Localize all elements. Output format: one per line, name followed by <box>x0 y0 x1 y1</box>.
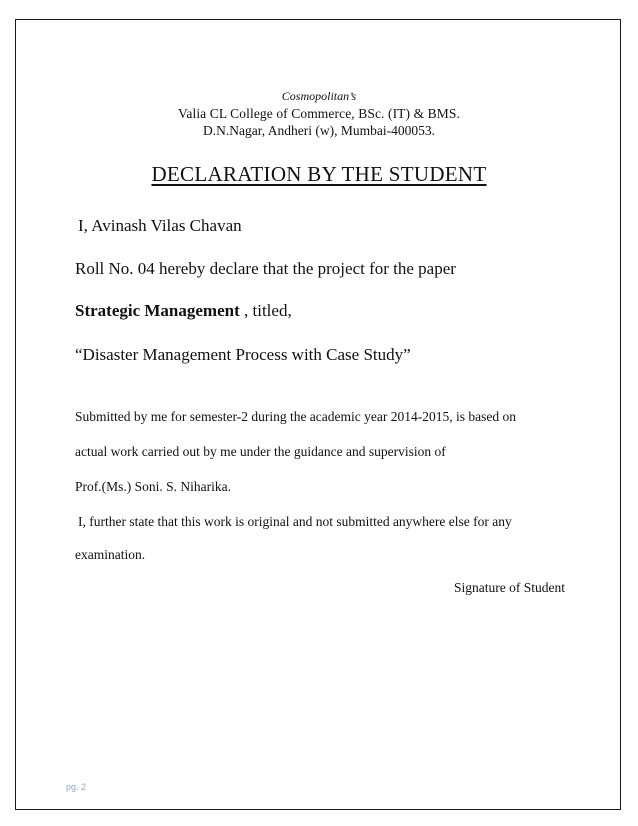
page-number: pg. 2 <box>66 782 87 792</box>
declaration-title: DECLARATION BY THE STUDENT <box>151 162 487 186</box>
declaration-sentence-4: I, further state that this work is original and not submitted anywhere else for any <box>78 514 512 529</box>
guide-name-line: Prof.(Ms.) Soni. S. Niharika. <box>75 479 231 494</box>
college-address: D.N.Nagar, Andheri (w), Mumbai-400053. <box>203 123 435 138</box>
declaration-sentence-2: actual work carried out by me under the guidance and supervision of <box>75 444 446 459</box>
roll-number-line: Roll No. 04 hereby declare that the project for the paper <box>75 259 456 278</box>
subject-suffix: , titled, <box>239 301 292 320</box>
student-name-line: I, Avinash Vilas Chavan <box>78 216 242 235</box>
declaration-sentence-5: examination. <box>75 547 146 562</box>
project-title-line: “Disaster Management Process with Case Study” <box>75 345 411 364</box>
subject-line <box>75 301 292 321</box>
signature-label: Signature of Student <box>454 580 565 595</box>
declaration-sentence-1: Submitted by me for semester-2 during the academic year 2014-2015, is based on <box>75 409 516 424</box>
institution-prefix: Cosmopolitan’s <box>281 89 357 103</box>
college-name: Valia CL College of Commerce, BSc. (IT) & BMS. <box>178 106 460 121</box>
subject-name: Strategic Management <box>75 301 240 320</box>
